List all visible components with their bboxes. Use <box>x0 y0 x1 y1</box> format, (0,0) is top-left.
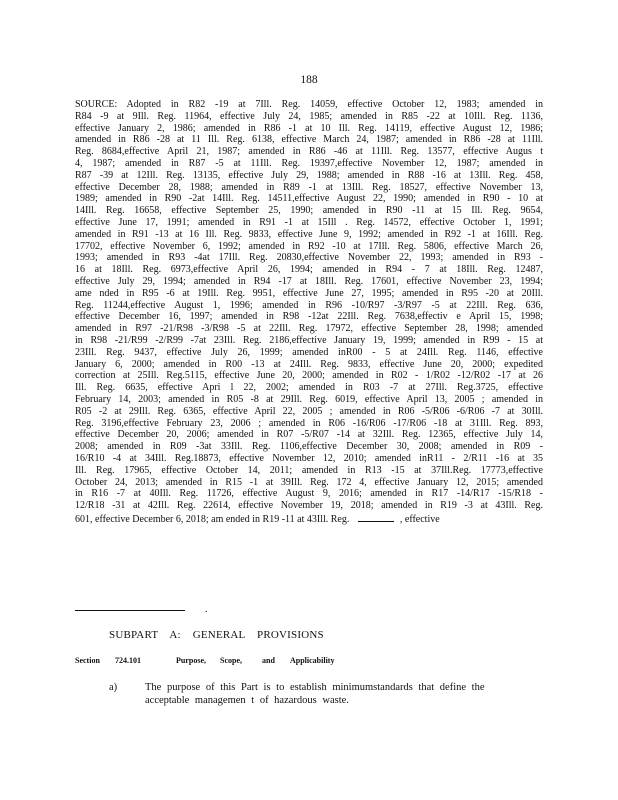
section-title-purpose: Purpose, <box>176 656 206 665</box>
source-line: amended in R86 -28 at 11 Ill. Reg. 6138, effective March 24, 1987; amended in R86 -28 at 11Ill. <box>75 134 543 146</box>
item-a-letter: a) <box>109 682 118 693</box>
source-line: 2008; amended in R09 -3at 33Ill. Reg. 1106,effective December 30, 2008; amended in R09 - <box>75 441 543 453</box>
source-line: effective December 28, 1988; amended in R89 -1 at 13Ill. Reg. 18527, effective November 13, <box>75 181 543 193</box>
source-line: 16 at 18Ill. Reg. 6973,effective April 26, 1994; amended in R94 - 7 at 18Ill. Reg. 12487, <box>75 264 543 276</box>
source-line: Reg. 11244,effective August 1, 1996; amended in R96 -10/R97 -3/R97 -5 at 22Ill. Reg. 636, <box>75 299 543 311</box>
section-label: Section <box>75 656 100 665</box>
source-line: in R16 -7 at 40Ill. Reg. 11726, effective August 9, 2016; amended in R17 -14/R17 -15/R18 - <box>75 488 543 500</box>
page-number: 188 <box>300 74 318 86</box>
footnote-dot: . <box>205 604 208 615</box>
source-line: correction at 25Ill. Reg.5115, effective June 20, 2000; amended in R02 - 1/R02 -12/R02 -17 at 26 <box>75 370 543 382</box>
source-line: effective July 29, 1994; amended in R94 -17 at 18Ill. Reg. 17601, effective November 23, 1994; <box>75 275 543 287</box>
source-line: 4, 1987; amended in R87 -5 at 11Ill. Reg. 19397,effective November 12, 1987; amended in <box>75 157 543 169</box>
source-line: effective June 17, 1991; amended in R91 -1 at 15Ill . Reg. 14572, effective October 1, 1991; <box>75 216 543 228</box>
register-page-blank <box>358 512 394 522</box>
source-line: Ill. Reg. 6635, effective Apri l 22, 2002; amended in R03 -7 at 27Ill. Reg.3725, effective <box>75 382 543 394</box>
source-line: effective January 2, 1986; amended in R86 -1 at 10 Ill. Reg. 14119, effective August 12, 1986; <box>75 122 543 134</box>
source-line: R05 -2 at 29Ill. Reg. 6365, effective April 22, 2005 ; amended in R06 -5/R06 -6/R06 -7 at 30Ill. <box>75 405 543 417</box>
section-title-applicability: Applicability <box>290 656 335 665</box>
source-line: 1989; amended in R90 -2at 14Ill. Reg. 14511,effective August 22, 1990; amended in R90 - 10 at <box>75 193 543 205</box>
source-line: R84 -9 at 9Ill. Reg. 11964, effective July 24, 1985; amended in R85 -22 at 10Ill. Reg. 1136, <box>75 110 543 122</box>
source-line: ame nded in R95 -6 at 19Ill. Reg. 9951, effective June 27, 1995; amended in R95 -20 at 20Ill. <box>75 287 543 299</box>
source-line: 601, effective December 6, 2018; am ended in R19 -11 at 43Ill. Reg. , effective <box>75 513 440 525</box>
source-line: 14Ill. Reg. 16658, effective September 25, 1990; amended in R90 -11 at 15 Ill. Reg. 9654, <box>75 205 543 217</box>
source-line: 12/R18 -31 at 42Ill. Reg. 22614, effective November 19, 2018; amended in R19 -3 at 43Ill. Reg. <box>75 500 543 512</box>
footnote-rule <box>75 610 185 611</box>
source-line: 17702, effective November 6, 1992; amended in R92 -10 at 17Ill. Reg. 5806, effective March 26, <box>75 240 543 252</box>
source-note <box>75 99 543 524</box>
source-line: 1993; amended in R93 -4at 17Ill. Reg. 20830,effective November 22, 1993; amended in R93 - <box>75 252 543 264</box>
source-line: effective December 20, 2006; amended in R07 -5/R07 -14 at 32Ill. Reg. 12365, effective July 14, <box>75 429 543 441</box>
section-title-scope: Scope, <box>220 656 242 665</box>
source-line: amended in R97 -21/R98 -3/R98 -5 at 22Ill. Reg. 17972, effective September 28, 1998; amended <box>75 323 543 335</box>
source-line: February 14, 2003; amended in R05 -8 at 29Ill. Reg. 6019, effective April 13, 2005 ; amended in <box>75 393 543 405</box>
source-line: 23Ill. Reg. 9437, effective July 26, 1999; amended inR00 - 5 at 24Ill. Reg. 1146, effective <box>75 346 543 358</box>
source-line: in R98 -21/R99 -2/R99 -7at 23Ill. Reg. 2186,effective January 19, 1999; amended in R99 - 15 at <box>75 334 543 346</box>
subpart-heading: SUBPART A: GENERAL PROVISIONS <box>109 629 324 641</box>
source-line: October 24, 2013; amended in R15 -1 at 39Ill. Reg. 172 4, effective January 12, 2015; amended <box>75 476 543 488</box>
source-line: SOURCE: Adopted in R82 -19 at 7Ill. Reg. 14059, effective October 12, 1983; amended in <box>75 99 543 110</box>
source-tail: , effective <box>399 513 440 525</box>
source-line: Ill. Reg. 17965, effective October 14, 2011; amended in R13 -15 at 37Ill.Reg. 17773,effective <box>75 464 543 476</box>
section-title-and: and <box>262 656 275 665</box>
source-line: Reg. 8684,effective April 21, 1987; amended in R86 -46 at 11Ill. Reg. 13577, effective Augus t <box>75 146 543 158</box>
source-line: January 6, 2000; amended in R00 -13 at 24Ill. Reg. 9833, effective June 20, 2000; expedited <box>75 358 543 370</box>
section-number: 724.101 <box>115 656 141 665</box>
source-line: Reg. 3196,effective February 23, 2006 ; amended in R06 -16/R06 -17/R06 -18 at 31Ill. Reg. 893, <box>75 417 543 429</box>
source-line: amended in R91 -13 at 16 Ill. Reg. 9833, effective June 9, 1992; amended in R92 -1 at 16Ill. Reg. <box>75 228 543 240</box>
item-a-text: The purpose of this Part is to establish minimumstandards that define the acceptable managemen t of hazardous waste. <box>145 682 485 706</box>
source-line: 16/R10 -4 at 34Ill. Reg.18873, effective November 12, 2010; amended inR11 - 2/R11 -16 at 35 <box>75 452 543 464</box>
source-line: R87 -39 at 12Ill. Reg. 13135, effective July 29, 1988; amended in R88 -16 at 13Ill. Reg. 458, <box>75 169 543 181</box>
source-line: effective December 16, 1997; amended in R98 -12at 22Ill. Reg. 7638,effectiv e April 15, 1998; <box>75 311 543 323</box>
